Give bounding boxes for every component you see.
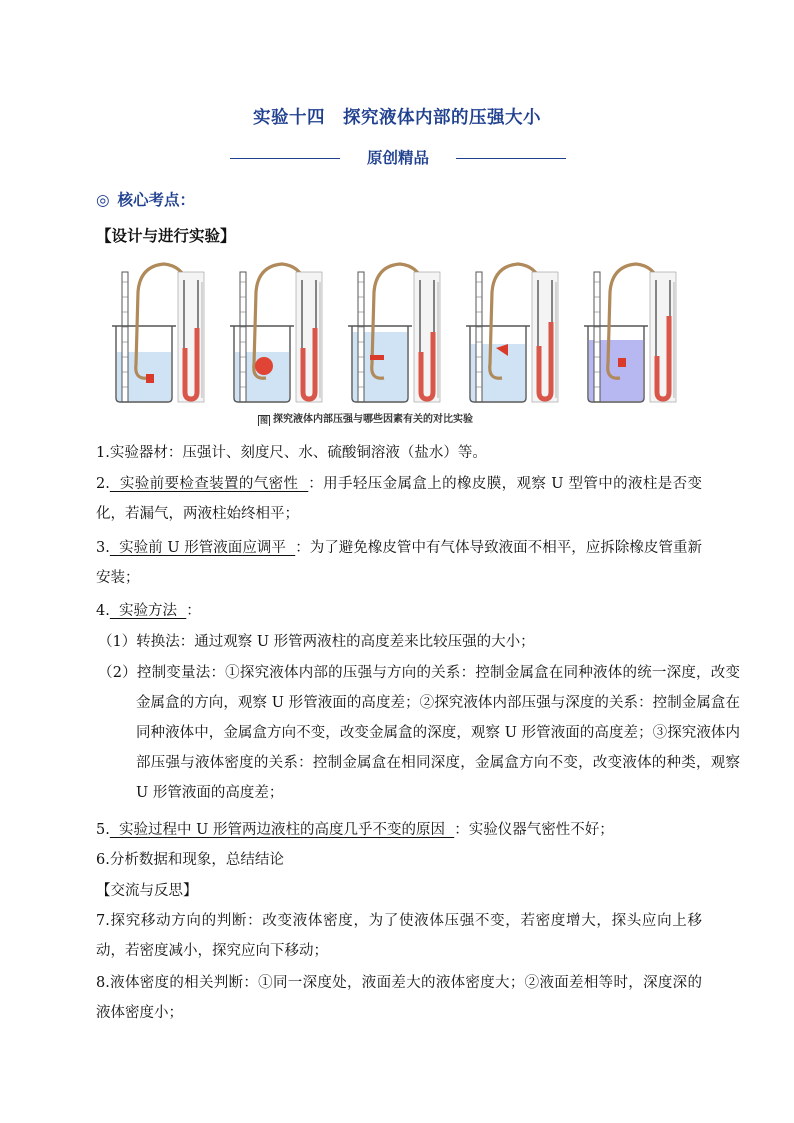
subtitle-rule-left (230, 158, 340, 159)
item-5-blank: 实验过程中 U 形管两边液柱的高度几乎不变的原因 (109, 822, 455, 838)
figure-caption (258, 410, 548, 426)
apparatus-4 (466, 264, 558, 402)
figure-label: 图 (260, 416, 268, 425)
item-5: 5. 实验过程中 U 形管两边液柱的高度几乎不变的原因 ：实验仪器气密性不好； (96, 822, 614, 838)
reflect-heading: 【交流与反思】 (96, 883, 198, 899)
design-heading: 【设计与进行实验】 (96, 227, 236, 245)
apparatus-2 (230, 264, 322, 402)
item-4: 4. 实验方法 ： (96, 603, 201, 619)
subtitle-rule-right (456, 158, 566, 159)
item-2-blank: 实验前要检查装置的气密性 (109, 476, 309, 492)
subtitle: 原创精品 (366, 149, 429, 167)
item-1: 1.实验器材：压强计、刻度尺、水、硫酸铜溶液（盐水）等。 (96, 445, 487, 461)
circle-bullet-icon: ◎ (96, 191, 110, 209)
item-4-2: （2）控制变量法：①探究液体内部的压强与方向的关系：控制金属盒在同种液体的统一深度，改变金属盒的方向，观察 U 形管液面的高度差；②探究液体内部压强与深度的关系：控制金属盒在同种液体中，金属盒方向不变，改变金属盒的深度，观察 U 形管液面的高度差；③探究液体内部压强与液体密度的关系：控制金属盒在相同深度，金属盒方向不变，改变液体的种类，观察 U 形管液面的高度差； (98, 665, 740, 801)
item-6: 6.分析数据和现象，总结结论 (96, 852, 284, 868)
item-8: 8.液体密度的相关判断：①同一深度处，液面差大的液体密度大；②液面差相等时，深度深的液体密度小； (96, 975, 702, 1021)
core-heading-text: 核心考点： (117, 191, 196, 209)
item-7: 7.探究移动方向的判断：改变液体密度，为了使液体压强不变，若密度增大，探头应向上移动，若密度减小，探究应向下移动； (96, 913, 702, 959)
item-4-1: （1）转换法：通过观察 U 形管两液柱的高度差来比较压强的大小； (98, 634, 535, 650)
item-4-blank: 实验方法 (109, 603, 187, 619)
subtitle-row (0, 146, 794, 170)
page-title: 实验十四 探究液体内部的压强大小 (253, 108, 541, 128)
item-2: 2. 实验前要检查装置的气密性 ：用手轻压金属盒上的橡皮膜，观察 U 型管中的液柱是否变化，若漏气，两液柱始终相平； (96, 476, 703, 522)
apparatus-1 (112, 264, 204, 402)
apparatus-5 (584, 264, 676, 402)
experiment-figure (108, 252, 698, 432)
item-3: 3. 实验前 U 形管液面应调平 ：为了避免橡皮管中有气体导致液面不相平，应拆除橡皮管重新安装； (96, 540, 703, 586)
figure-caption-text: 探究液体内部压强与哪些因素有关的对比实验 (273, 414, 473, 425)
apparatus-3 (348, 264, 440, 402)
core-heading (96, 188, 195, 210)
item-3-blank: 实验前 U 形管液面应调平 (109, 540, 296, 556)
